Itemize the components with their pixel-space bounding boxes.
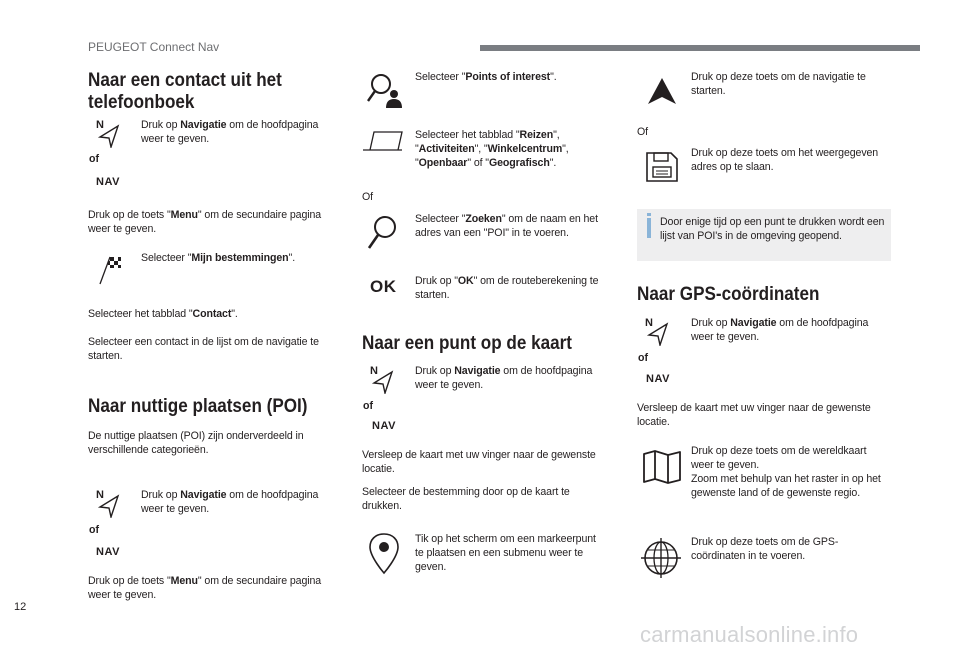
- poi-select: Selecteer "Points of interest".: [415, 71, 557, 83]
- heading-poi: Naar nuttige plaatsen (POI): [88, 396, 308, 417]
- world-map-icon: [642, 450, 682, 489]
- info-icon: [647, 213, 651, 216]
- info-icon-bar: [647, 218, 651, 238]
- svg-text:N: N: [96, 489, 104, 501]
- location-pin-icon: [368, 532, 400, 581]
- of-label: of: [363, 400, 373, 412]
- gps-step1: Druk op Navigatie om de hoofdpagina weer te geven.: [691, 317, 869, 343]
- heading-contact: Naar een contact uit het telefoonboek: [88, 70, 282, 113]
- contact-step2: Druk op de toets "Menu" om de secundaire pagina weer te geven.: [88, 209, 322, 235]
- navigation-icon: [96, 488, 120, 523]
- start-nav-step: Druk op deze toets om de navigatie te starten.: [691, 71, 866, 97]
- search-icon: [366, 214, 400, 257]
- navigation-icon: [96, 118, 120, 153]
- world-map-step: Druk op deze toets om de wereldkaart weer te geven. Zoom met behulp van het raster in op het gewenste land of de gewenste regio.: [691, 445, 881, 499]
- watermark: carmanualsonline.info: [640, 622, 859, 647]
- svg-text:N: N: [96, 119, 104, 131]
- checkered-flag-icon: [98, 255, 122, 290]
- contact-step3: Selecteer "Mijn bestemmingen".: [141, 252, 296, 264]
- or-label: Of: [362, 191, 373, 203]
- search-select: Selecteer "Zoeken" om de naam en het adres van een "POI" in te voeren.: [415, 213, 598, 239]
- save-icon: [645, 151, 679, 188]
- of-label: of: [638, 352, 648, 364]
- header-title: PEUGEOT Connect Nav: [88, 40, 220, 54]
- start-navigation-icon: [646, 77, 678, 110]
- nav-button-label: NAV: [96, 176, 120, 188]
- poi-step1: Druk op Navigatie om de hoofdpagina weer te geven.: [141, 489, 319, 515]
- of-label: of: [89, 524, 99, 536]
- heading-gps: Naar GPS-coördinaten: [637, 284, 820, 305]
- nav-button-label: NAV: [96, 546, 120, 558]
- gps-drag: Versleep de kaart met uw vinger naar de gewenste locatie.: [637, 402, 871, 428]
- tab-icon: [362, 129, 406, 158]
- map-step1: Druk op Navigatie om de hoofdpagina weer te geven.: [415, 365, 593, 391]
- save-address-step: Druk op deze toets om het weergegeven adres op te slaan.: [691, 147, 879, 173]
- of-label: of: [89, 153, 99, 165]
- map-select: Selecteer de bestemming door op de kaart te drukken.: [362, 486, 570, 512]
- ok-step: Druk op "OK" om de routeberekening te starten.: [415, 275, 599, 301]
- ok-icon: OK: [370, 277, 397, 296]
- heading-map-point: Naar een punt op de kaart: [362, 333, 573, 354]
- globe-grid-icon: [641, 538, 681, 583]
- page-number: 12: [14, 601, 27, 613]
- contact-step4: Selecteer het tabblad "Contact".: [88, 308, 238, 320]
- map-drag: Versleep de kaart met uw vinger naar de gewenste locatie.: [362, 449, 596, 475]
- or-label: Of: [637, 126, 648, 138]
- points-of-interest-icon: [366, 72, 406, 117]
- nav-button-label: NAV: [372, 420, 396, 432]
- nav-button-label: NAV: [646, 373, 670, 385]
- navigation-icon: [645, 316, 669, 351]
- svg-text:N: N: [645, 317, 653, 329]
- svg-text:N: N: [370, 365, 378, 377]
- navigation-icon: [370, 364, 394, 399]
- poi-intro: De nuttige plaatsen (POI) zijn onderverdeeld in verschillende categorieën.: [88, 430, 304, 456]
- header-divider: [480, 45, 920, 51]
- poi-step2: Druk op de toets "Menu" om de secundaire pagina weer te geven.: [88, 575, 322, 601]
- contact-step1: Druk op Navigatie om de hoofdpagina weer te geven.: [141, 119, 319, 145]
- contact-step5: Selecteer een contact in de lijst om de navigatie te starten.: [88, 336, 319, 362]
- tab-select: Selecteer het tabblad "Reizen", "Activiteiten", "Winkelcentrum", "Openbaar" of "Geografisch".: [415, 129, 569, 169]
- info-text: Door enige tijd op een punt te drukken wordt een lijst van POI's in de omgeving geopend.: [660, 216, 885, 242]
- map-tap: Tik op het scherm om een markeerpunt te plaatsen en een submenu weer te geven.: [415, 533, 596, 573]
- gps-enter-step: Druk op deze toets om de GPS-coördinaten in te voeren.: [691, 536, 839, 562]
